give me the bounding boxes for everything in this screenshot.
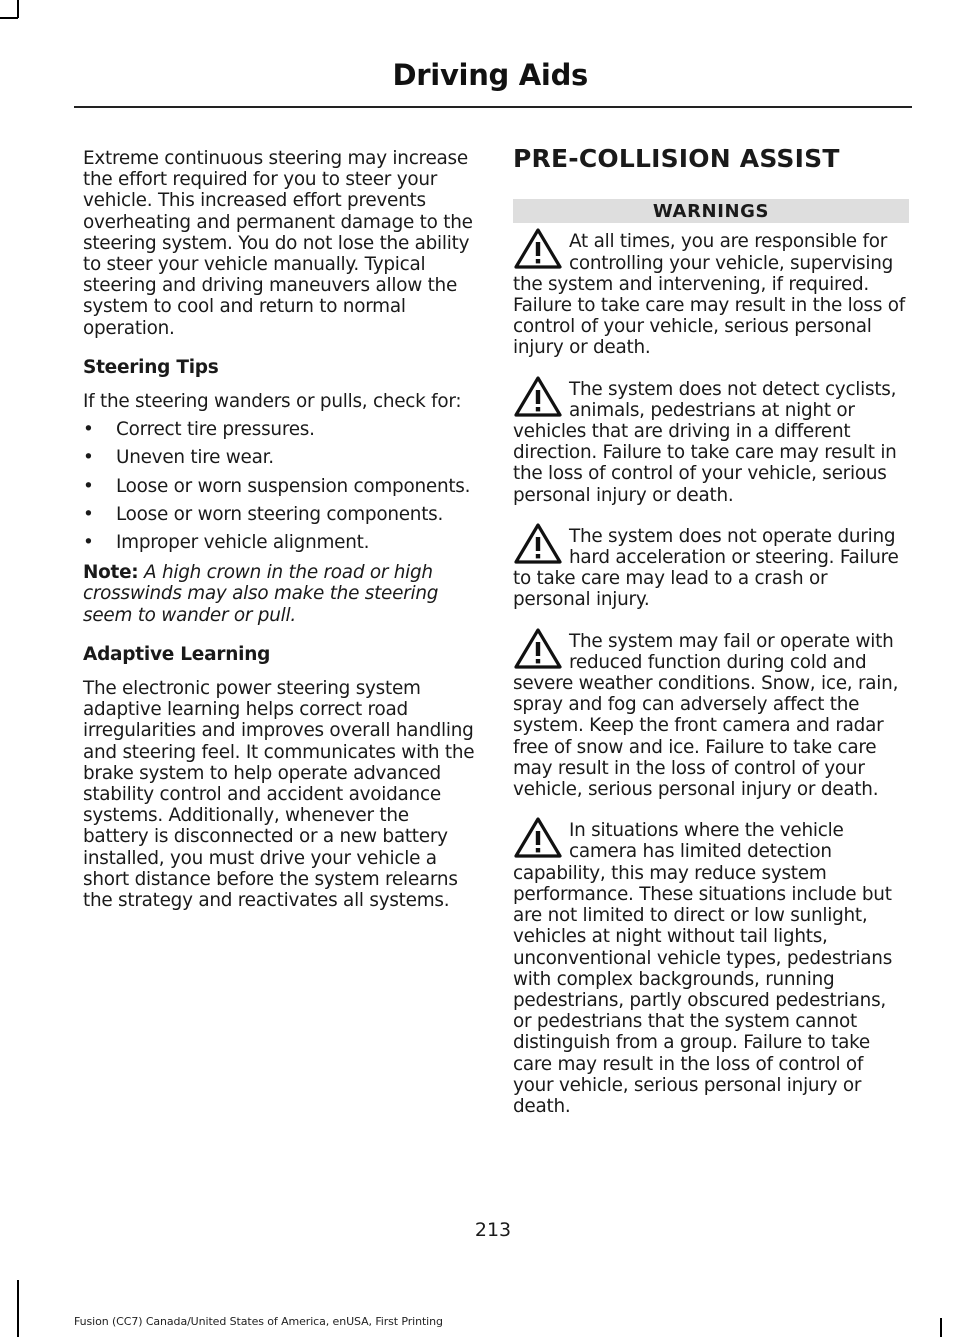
list-item: • Loose or worn steering components. [83,504,478,525]
list-item: • Loose or worn suspension components. [83,476,478,497]
intro-paragraph: Extreme continuous steering may increase the effort required for you to steer your vehicle. This increased effort prevents overheating and permanent damage to the steering system. You do not lose the ability to steer your vehicle manually. Typical steering and driving maneuvers allow the system to cool and return to normal operation. [83,148,473,339]
crop-mark [0,17,18,19]
warning-item [513,820,909,1117]
crop-mark [940,1318,942,1337]
section-title: PRE-COLLISION ASSIST [513,144,840,173]
right-column [513,144,909,1137]
steering-tips-list [83,419,478,553]
list-item: • Correct tire pressures. [83,419,478,440]
page-number: 213 [474,1219,512,1241]
warning-text: The system does not detect cyclists, animals, pedestrians at night or vehicles that are driving in a different direction. Failure to take care may result in the loss of control of your vehicle, serious personal injury or death. [513,378,897,506]
warning-item [513,526,909,611]
steering-tips-heading: Steering Tips [83,356,219,378]
steering-tips-lead: If the steering wanders or pulls, check for: [83,391,462,413]
left-column [83,148,478,929]
crop-mark [17,0,19,18]
warning-triangle-icon [513,227,569,273]
warning-triangle-icon [513,627,569,673]
header-rule [74,106,912,108]
warning-triangle-icon [513,375,569,421]
adaptive-learning-paragraph: The electronic power steering system adaptive learning helps correct road irregularities and improves overall handling and steering feel. It communicates with the brake system to help operate advanced stability control and accident avoidance systems. Additionally, whenever the battery is disconnected or a new battery installed, you must drive your vehicle a short distance before the system relearns the strategy and reactivates all systems. [83,678,475,912]
page-header-title: Driving Aids [392,58,588,92]
warning-triangle-icon [513,522,569,568]
warning-item [513,631,909,801]
list-item: • Improper vehicle alignment. [83,532,478,553]
warning-triangle-icon [513,816,569,862]
warning-text: In situations where the vehicle camera has limited detection capability, this may reduce system performance. These situations include but are not limited to direct or low sunlight, vehicles at night without tail lights, unconventional vehicle types, pedestrians with complex backgrounds, running pedestrians, partly obscured pedestrians, or pedestrians that the system cannot distinguish from a group. Failure to take care may result in the loss of control of your vehicle, serious personal injury or death. [513,820,893,1117]
warnings-bar: WARNINGS [513,199,909,223]
list-item: • Uneven tire wear. [83,447,478,468]
warning-text: At all times, you are responsible for controlling your vehicle, supervising the system and intervening, if required. Failure to take care may result in the loss of control of your vehicle, serious personal injury or death. [513,231,906,359]
adaptive-learning-heading: Adaptive Learning [83,643,271,665]
footer-edition: Fusion (CC7) Canada/United States of America, enUSA, First Printing [74,1315,443,1328]
warning-text: The system may fail or operate with reduced function during cold and severe weather conditions. Snow, ice, rain, spray and fog can adversely affect the system. Keep the front camera and radar free of snow and ice. Failure to take care may result in the loss of control of your vehicle, serious personal injury or death. [513,630,899,801]
crop-mark [17,1280,19,1337]
note-text: A high crown in the road or high crosswinds may also make the steering seem to wander or pull. [83,562,439,626]
warning-item [513,379,909,506]
warning-item [513,231,909,358]
steering-note [83,562,478,626]
warning-text: The system does not operate during hard acceleration or steering. Failure to take care may lead to a crash or personal injury. [513,525,899,611]
note-label: Note: [83,562,139,584]
